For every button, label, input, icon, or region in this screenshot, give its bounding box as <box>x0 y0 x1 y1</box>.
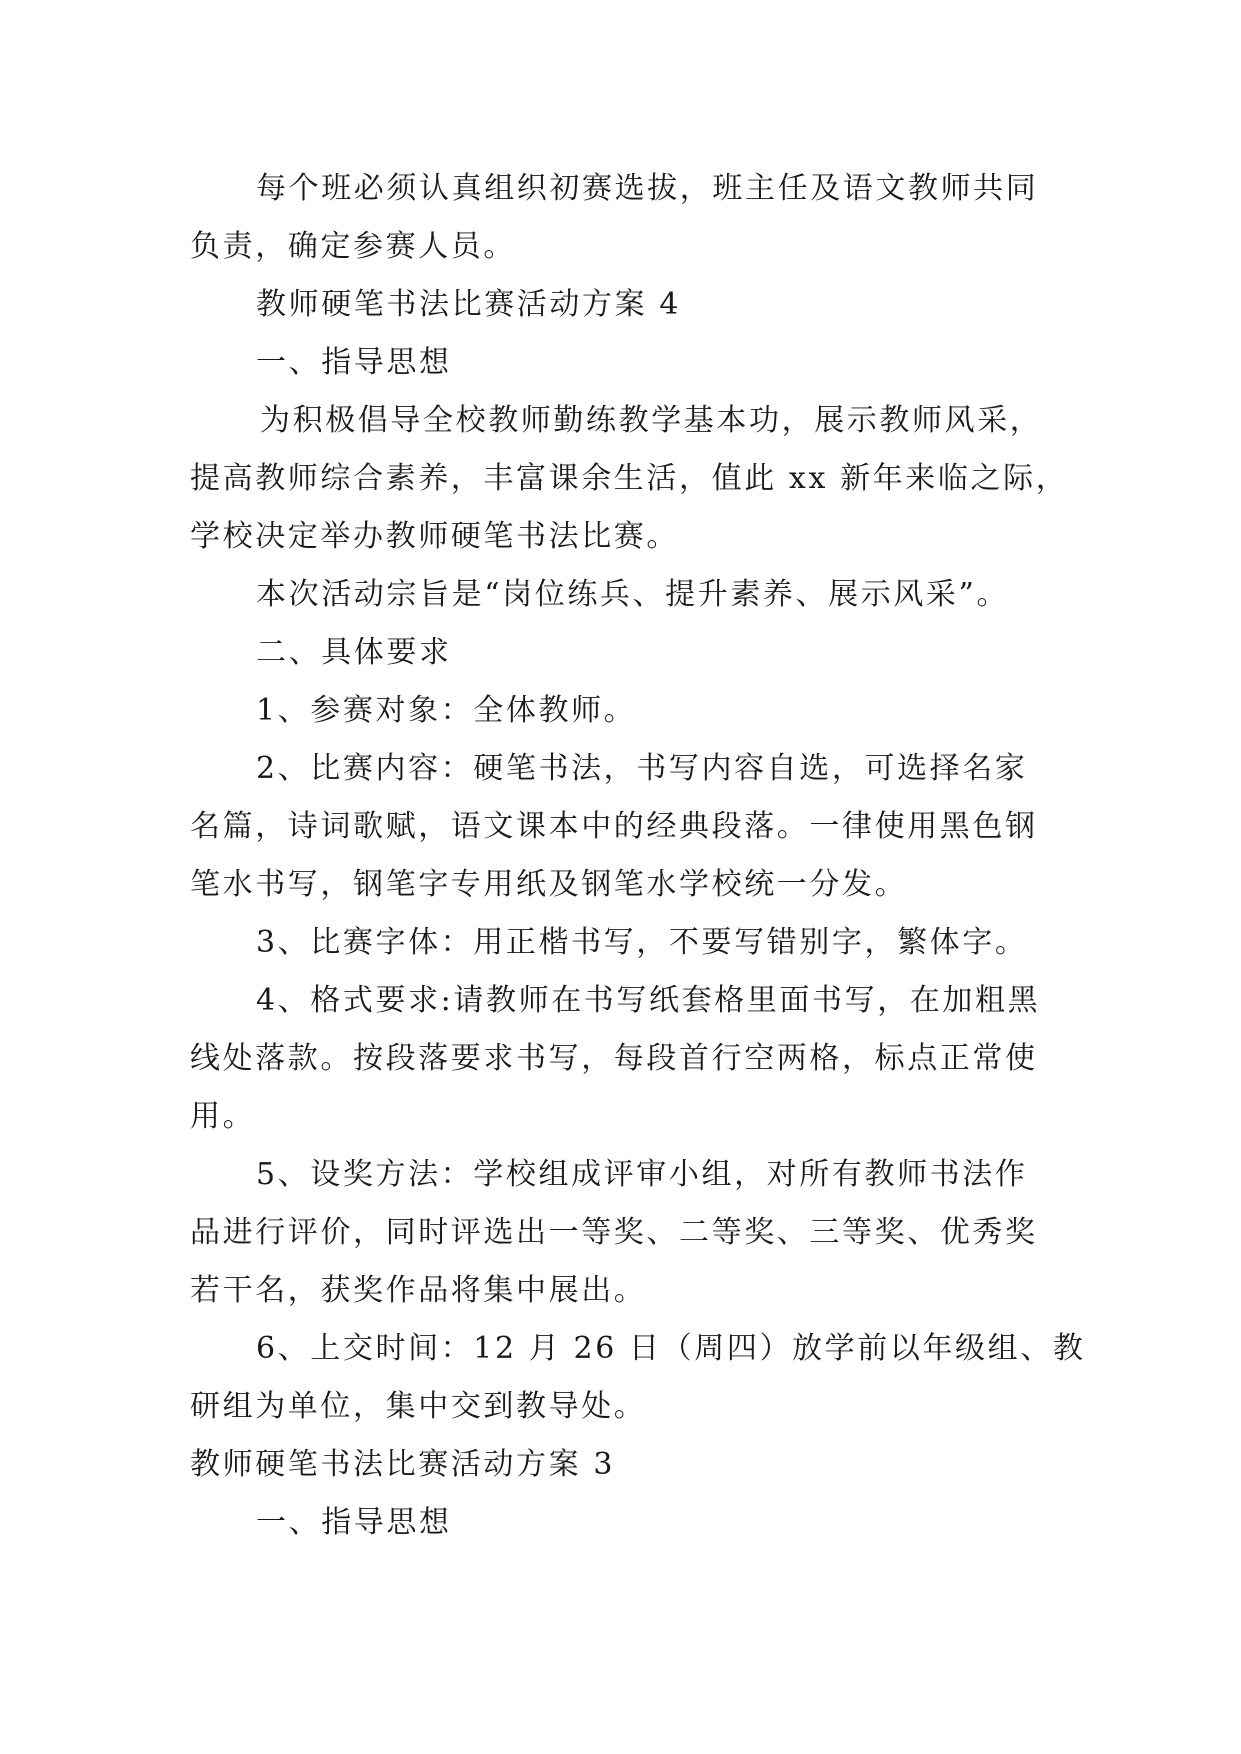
paragraph-line-7: 学校决定举办教师硬笔书法比赛。 <box>190 519 679 554</box>
item-2-content-line-2: 名篇，诗词歌赋，语文课本中的经典段落。一律使用黑色钢 <box>190 809 1038 844</box>
item-2-content-line-1: 2、比赛内容：硬笔书法，书写内容自选，可选择名家 <box>256 751 1028 786</box>
item-5-awards-line-1: 5、设奖方法：学校组成评审小组，对所有教师书法作 <box>256 1157 1028 1192</box>
section-title-plan-4: 教师硬笔书法比赛活动方案 4 <box>256 287 682 322</box>
item-4-format-line-1: 4、格式要求:请教师在书写纸套格里面书写，在加粗黑 <box>256 983 1041 1018</box>
heading-guiding-ideology-2: 一、指导思想 <box>256 1505 452 1540</box>
item-5-awards-line-3: 若干名，获奖作品将集中展出。 <box>190 1273 647 1308</box>
paragraph-line-6: 提高教师综合素养，丰富课余生活，值此 xx 新年来临之际， <box>190 461 1069 496</box>
heading-specific-requirements: 二、具体要求 <box>256 635 452 670</box>
item-3-font: 3、比赛字体：用正楷书写，不要写错别字，繁体字。 <box>256 925 1028 960</box>
paragraph-line-2: 负责，确定参赛人员。 <box>190 229 516 264</box>
item-5-awards-line-2: 品进行评价，同时评选出一等奖、二等奖、三等奖、优秀奖 <box>190 1215 1038 1250</box>
paragraph-line-5: 为积极倡导全校教师勤练教学基本功，展示教师风采， <box>260 403 1043 438</box>
document-body <box>190 160 1086 1552</box>
item-6-deadline-line-1: 6、上交时间：12 月 26 日（周四）放学前以年级组、教 <box>256 1331 1086 1366</box>
item-1-participants: 1、参赛对象：全体教师。 <box>256 693 637 728</box>
paragraph-line-1: 每个班必须认真组织初赛选拔，班主任及语文教师共同 <box>256 171 1039 206</box>
item-4-format-line-2: 线处落款。按段落要求书写，每段首行空两格，标点正常使 <box>190 1041 1038 1076</box>
item-6-deadline-line-2: 研组为单位，集中交到教导处。 <box>190 1389 647 1424</box>
section-title-plan-3: 教师硬笔书法比赛活动方案 3 <box>190 1447 616 1482</box>
item-4-format-line-3: 用。 <box>190 1099 256 1134</box>
item-2-content-line-3: 笔水书写，钢笔字专用纸及钢笔水学校统一分发。 <box>190 867 908 902</box>
paragraph-activity-purpose: 本次活动宗旨是“岗位练兵、提升素养、展示风采”。 <box>256 577 1010 612</box>
heading-guiding-ideology: 一、指导思想 <box>256 345 452 380</box>
